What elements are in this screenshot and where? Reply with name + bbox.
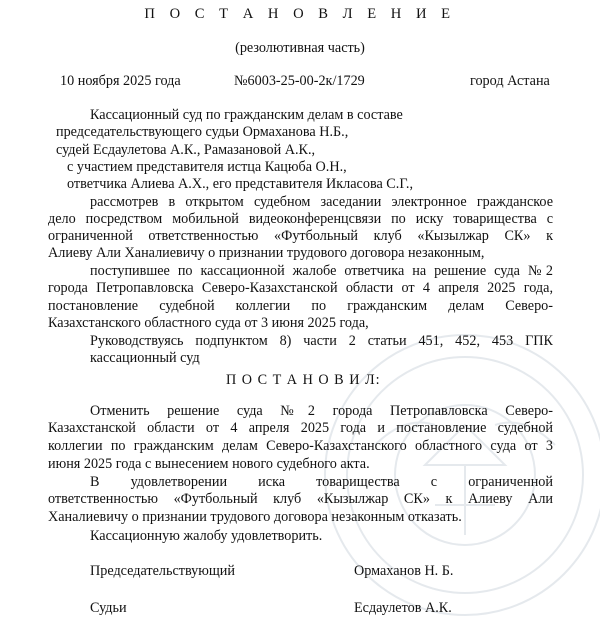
document-date: 10 ноября 2025 года	[60, 73, 181, 89]
chair-role: Председательствующий	[90, 563, 235, 579]
intro-line: ограниченной ответственностью «Футбольный клуб «Кызылжар СК» к	[48, 228, 553, 244]
intro-line: постановление судебной коллегии по гражданским делам Северо-	[48, 298, 553, 314]
intro-line: судей Есдаулетова А.К., Рамазановой А.К.,	[56, 142, 316, 158]
decision-line: коллегии по гражданским делам Северо-Казахстанского областного суда от 3	[48, 438, 553, 454]
intro-line: с участием представителя истца Кацюба О.Н.,	[67, 159, 347, 175]
case-number: №6003-25-00-2к/1729	[234, 73, 365, 89]
document-title: П О С Т А Н О В Л Е Н И Е	[144, 6, 456, 22]
intro-line: кассационный суд	[90, 350, 200, 366]
intro-line: Алиеву Али Ханалиевичу о признании трудового договора незаконным,	[48, 245, 485, 261]
decision-line: июня 2025 года с вынесением нового судебного акта.	[48, 456, 370, 472]
intro-line: председательствующего судьи Ормаханова Н.Б.,	[56, 124, 349, 140]
decision-line: Казахстанской области от 4 апреля 2025 года и постановление судебной	[48, 420, 553, 436]
decision-line: Кассационную жалобу удовлетворить.	[90, 528, 323, 544]
judge-name: Есдаулетов А.К.	[354, 600, 452, 616]
document-city: город Астана	[470, 73, 550, 89]
decision-line: В удовлетворении иска товарищества с ограниченной	[90, 474, 553, 490]
chair-name: Ормаханов Н. Б.	[354, 563, 454, 579]
intro-line: города Петропавловска Северо-Казахстанской области от 4 апреля 2025 года,	[48, 280, 553, 296]
intro-line: поступившее по кассационной жалобе ответчика на решение суда №2	[90, 263, 553, 279]
decision-line: ответственностью «Футбольный клуб «Кызылжар СК» к Алиеву Али	[48, 491, 553, 507]
intro-line: Кассационный суд по гражданским делам в составе	[90, 107, 403, 123]
decision-heading: П О С Т А Н О В И Л:	[226, 372, 381, 388]
decision-line: Ханалиевичу о признании трудового договора незаконным отказать.	[48, 509, 462, 525]
intro-line: рассмотрев в открытом судебном заседании электронное гражданское	[90, 194, 553, 210]
judges-role: Судьи	[90, 600, 127, 616]
intro-line: Казахстанского областного суда от 3 июня 2025 года,	[48, 315, 369, 331]
intro-line: дело посредством мобильной видеоконференцсвязи по иску товарищества с	[48, 211, 553, 227]
intro-line: Руководствуясь подпунктом 8) части 2 статьи 451, 452, 453 ГПК	[90, 333, 553, 349]
document-subtitle: (резолютивная часть)	[235, 40, 365, 56]
intro-line: ответчика Алиева А.Х., его представителя Икласова С.Г.,	[67, 176, 414, 192]
decision-line: Отменить решение суда №2 города Петропавловска Северо-	[90, 403, 553, 419]
